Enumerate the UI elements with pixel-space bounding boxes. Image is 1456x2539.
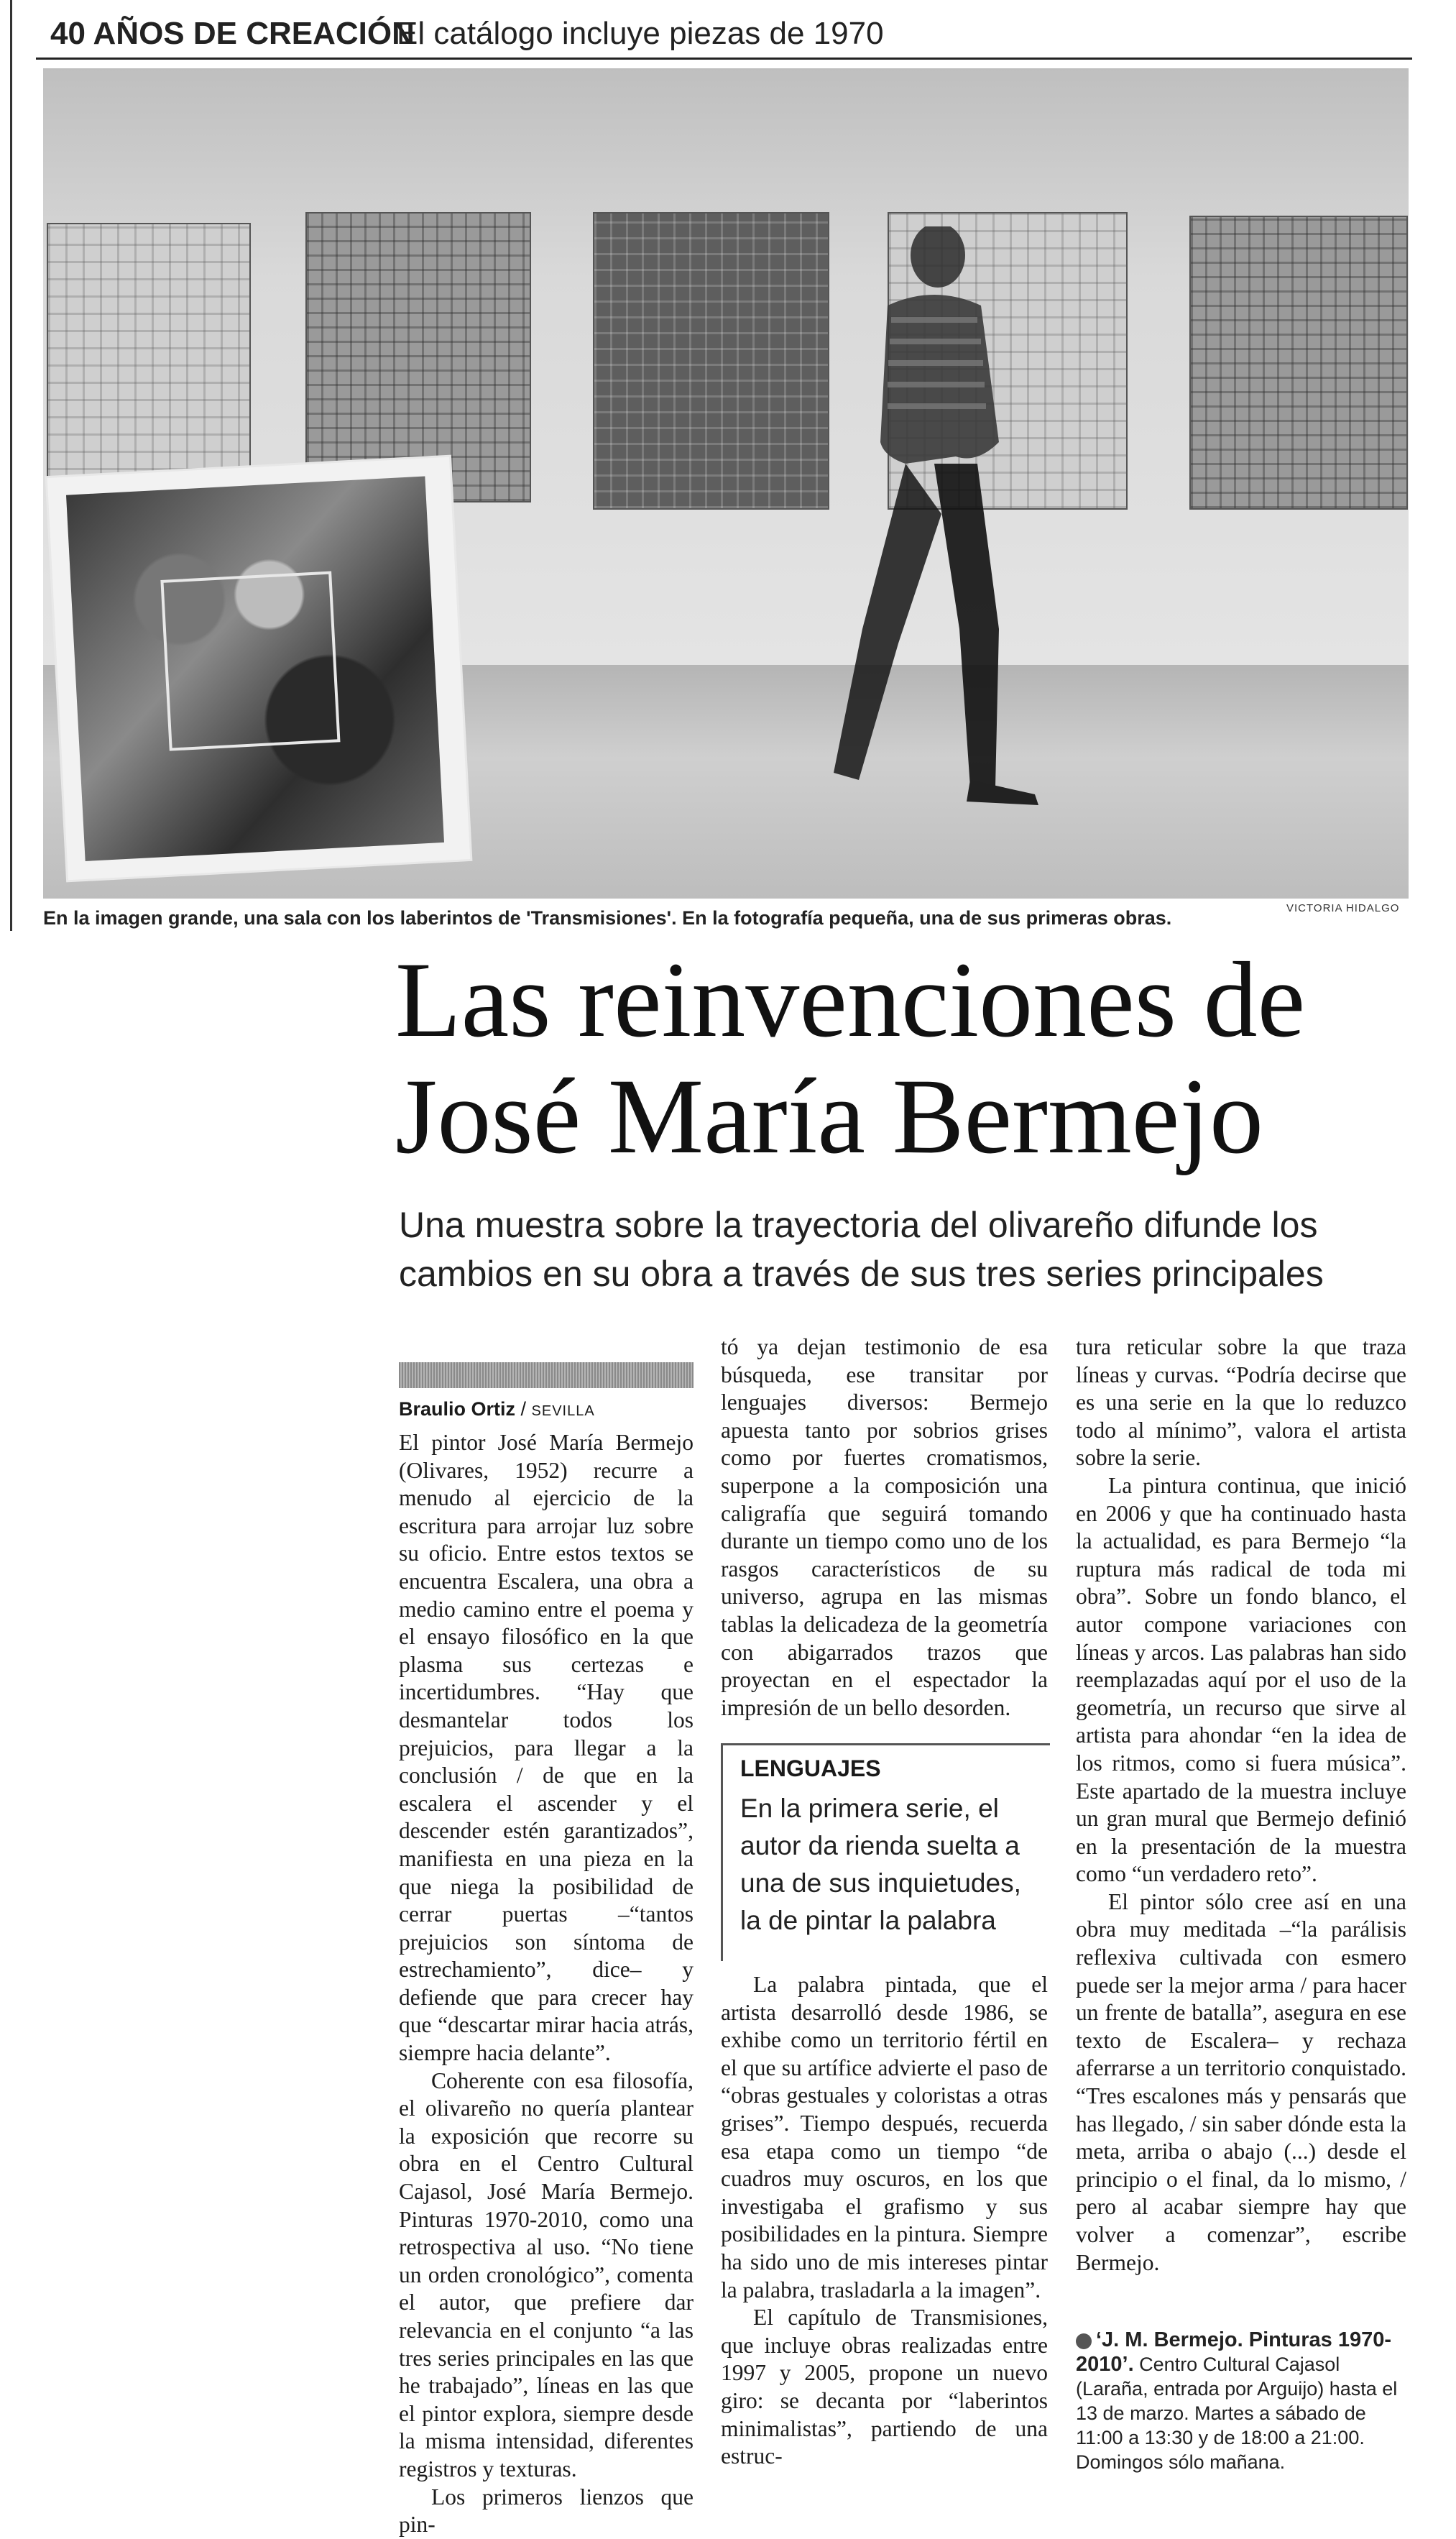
exhibition-details: Centro Cultural Cajasol (Laraña, entrada por Arguijo) hasta el 13 de marzo. Martes a sábado de 11:00 a 13:30 y de 18:00 a 21:00. Domingos sólo mañana.	[1076, 2354, 1398, 2473]
photo-caption: En la imagen grande, una sala con los laberintos de 'Transmisiones'. En la fotografía pequeña, una de sus primeras obras.	[43, 907, 1172, 929]
paragraph: tó ya dejan testimonio de esa búsqueda, ese transitar por lenguajes diversos: Bermejo apuesta tanto por sobrios grises como por fuertes cromatismos, superpone a la composición una caligrafía que seguirá tomando durante un tiempo como uno de los rasgos característicos de su universo, agrupa en las mismas tablas la delicadeza de la geometría con abigarrados trazos que proyectan en el espectador la impresión de un bello desorden.	[721, 1334, 1048, 1720]
exhibition-info	[1076, 2328, 1414, 2474]
article-column-3	[1076, 1333, 1406, 2277]
artwork-panel-5	[1189, 216, 1408, 510]
paragraph: La pintura continua, que inició en 2006 y que ha continuado hasta la actualidad, es para Bermejo “la ruptura más radical de toda mi obra”. Sobre un fondo blanco, el autor compone variaciones con líneas y arcos. Las palabras han sido reemplazadas aquí por el uso de la geometría, un recurso que sirve al artista para ahondar “en la idea de los ritmos, como si fuera música”. Este apartado de la muestra incluye un gran mural que Bermejo definió en la presentación de la muestra como “un verdadero reto”.	[1076, 1472, 1406, 1887]
gallery-photo	[43, 68, 1409, 899]
inset-artwork-frame	[160, 571, 340, 751]
article-column-2-continued	[721, 1971, 1048, 2471]
paragraph: tura reticular sobre la que traza líneas y curvas. “Podría decirse que es una serie en la que lo reduzco todo al mínimo”, valora el artista sobre la serie.	[1076, 1334, 1406, 1471]
headline: Las reinvenciones de José María Bermejo	[395, 940, 1306, 1176]
paragraph: El capítulo de Transmisiones, que incluye obras realizadas entre 1997 y 2005, propone un nuevo giro: se decanta por “laberintos minimalistas”, partiendo de una estruc-	[721, 2305, 1048, 2469]
subheadline: Una muestra sobre la trayectoria del olivareño difunde los cambios en su obra a través de sus tres series principales	[399, 1205, 1324, 1294]
walking-person	[762, 226, 1064, 837]
pull-quote-title: LENGUAJES	[740, 1755, 881, 1781]
inset-photo-early-work	[47, 457, 471, 881]
section-label: 40 AÑOS DE CREACIÓN	[50, 16, 415, 51]
bullet-icon	[1076, 2333, 1092, 2349]
paragraph: Los primeros lienzos que pin-	[399, 2484, 694, 2538]
pull-quote-text: En la primera serie, el autor da rienda suelta a una de sus inquietudes, la de pintar la palabra	[740, 1794, 1021, 1935]
byline-author: Braulio Ortiz	[399, 1398, 516, 1420]
paragraph: El pintor sólo cree así en una obra muy meditada –“la parálisis reflexiva cultivada con esmero puede ser la mejor arma / para hacer un frente de batalla”, asegura en ese texto de Escalera– y rechaza aferrarse a un territorio conquistado. “Tres escalones más y pensarás que has llegado, / sin saber dónde esta la meta, arriba o abajo (...) desde el principio o el final, da lo mismo, / pero al acabar siempre hay que volver a comenzar”, escribe Bermejo.	[1076, 1888, 1406, 2275]
section-subtitle: El catálogo incluye piezas de 1970	[397, 16, 884, 51]
byline-location: SEVILLA	[531, 1403, 595, 1419]
left-rule	[10, 0, 12, 931]
artwork-panel-1	[47, 223, 251, 506]
paragraph: El pintor José María Bermejo (Olivares, 1952) recurre a menudo al ejercicio de la escritura para arrojar luz sobre su oficio. Entre estos textos se encuentra Escalera, una obra a medio camino entre el poema y el ensayo filosófico en la que plasma sus certezas e incertidumbres. “Hay que desmantelar todos los prejuicios, para llegar a la conclusión / de que en la escalera el ascender y el descender estén garantizados”, manifiesta en una pieza en la que niega la posibilidad de cerrar puertas –“tantos prejuicios son síntoma de estrechamiento”, dice– y defiende que para crecer hay que “descartar mirar hacia atrás, siempre hacia delante”.	[399, 1430, 694, 2066]
article-column-2	[721, 1333, 1048, 1722]
paragraph: La palabra pintada, que el artista desarrolló desde 1986, se exhibe como un territorio fértil en el que su artífice advierte el paso de “obras gestuales y coloristas a otras grises”. Tiempo después, recuerda esa etapa como un tiempo “de cuadros muy oscuros, en los que investigaba el grafismo y sus posibilidades en la pintura. Siempre ha sido uno de mis intereses pintar la palabra, trasladarla a la imagen”.	[721, 1972, 1048, 2302]
byline: Braulio Ortiz / SEVILLA	[399, 1398, 595, 1420]
byline-bar	[399, 1362, 694, 1388]
photo-credit: VICTORIA HIDALGO	[1286, 902, 1400, 914]
paragraph: Coherente con esa filosofía, el olivareño no quería plantear la exposición que recorre su obra en el Centro Cultural Cajasol, José María Bermejo. Pinturas 1970-2010, como una retrospectiva al uso. “No tiene un orden cronológico”, comenta el autor, que prefiere dar relevancia en el conjunto “a las tres series principales en las que he trabajado”, líneas en las que el pintor explora, siempre desde la misma intensidad, diferentes registros y texturas.	[399, 2067, 694, 2481]
exhibition-title: ‘J. M. Bermejo. Pinturas 1970-2010’.	[1076, 2328, 1391, 2376]
article-column-1	[399, 1429, 694, 2539]
